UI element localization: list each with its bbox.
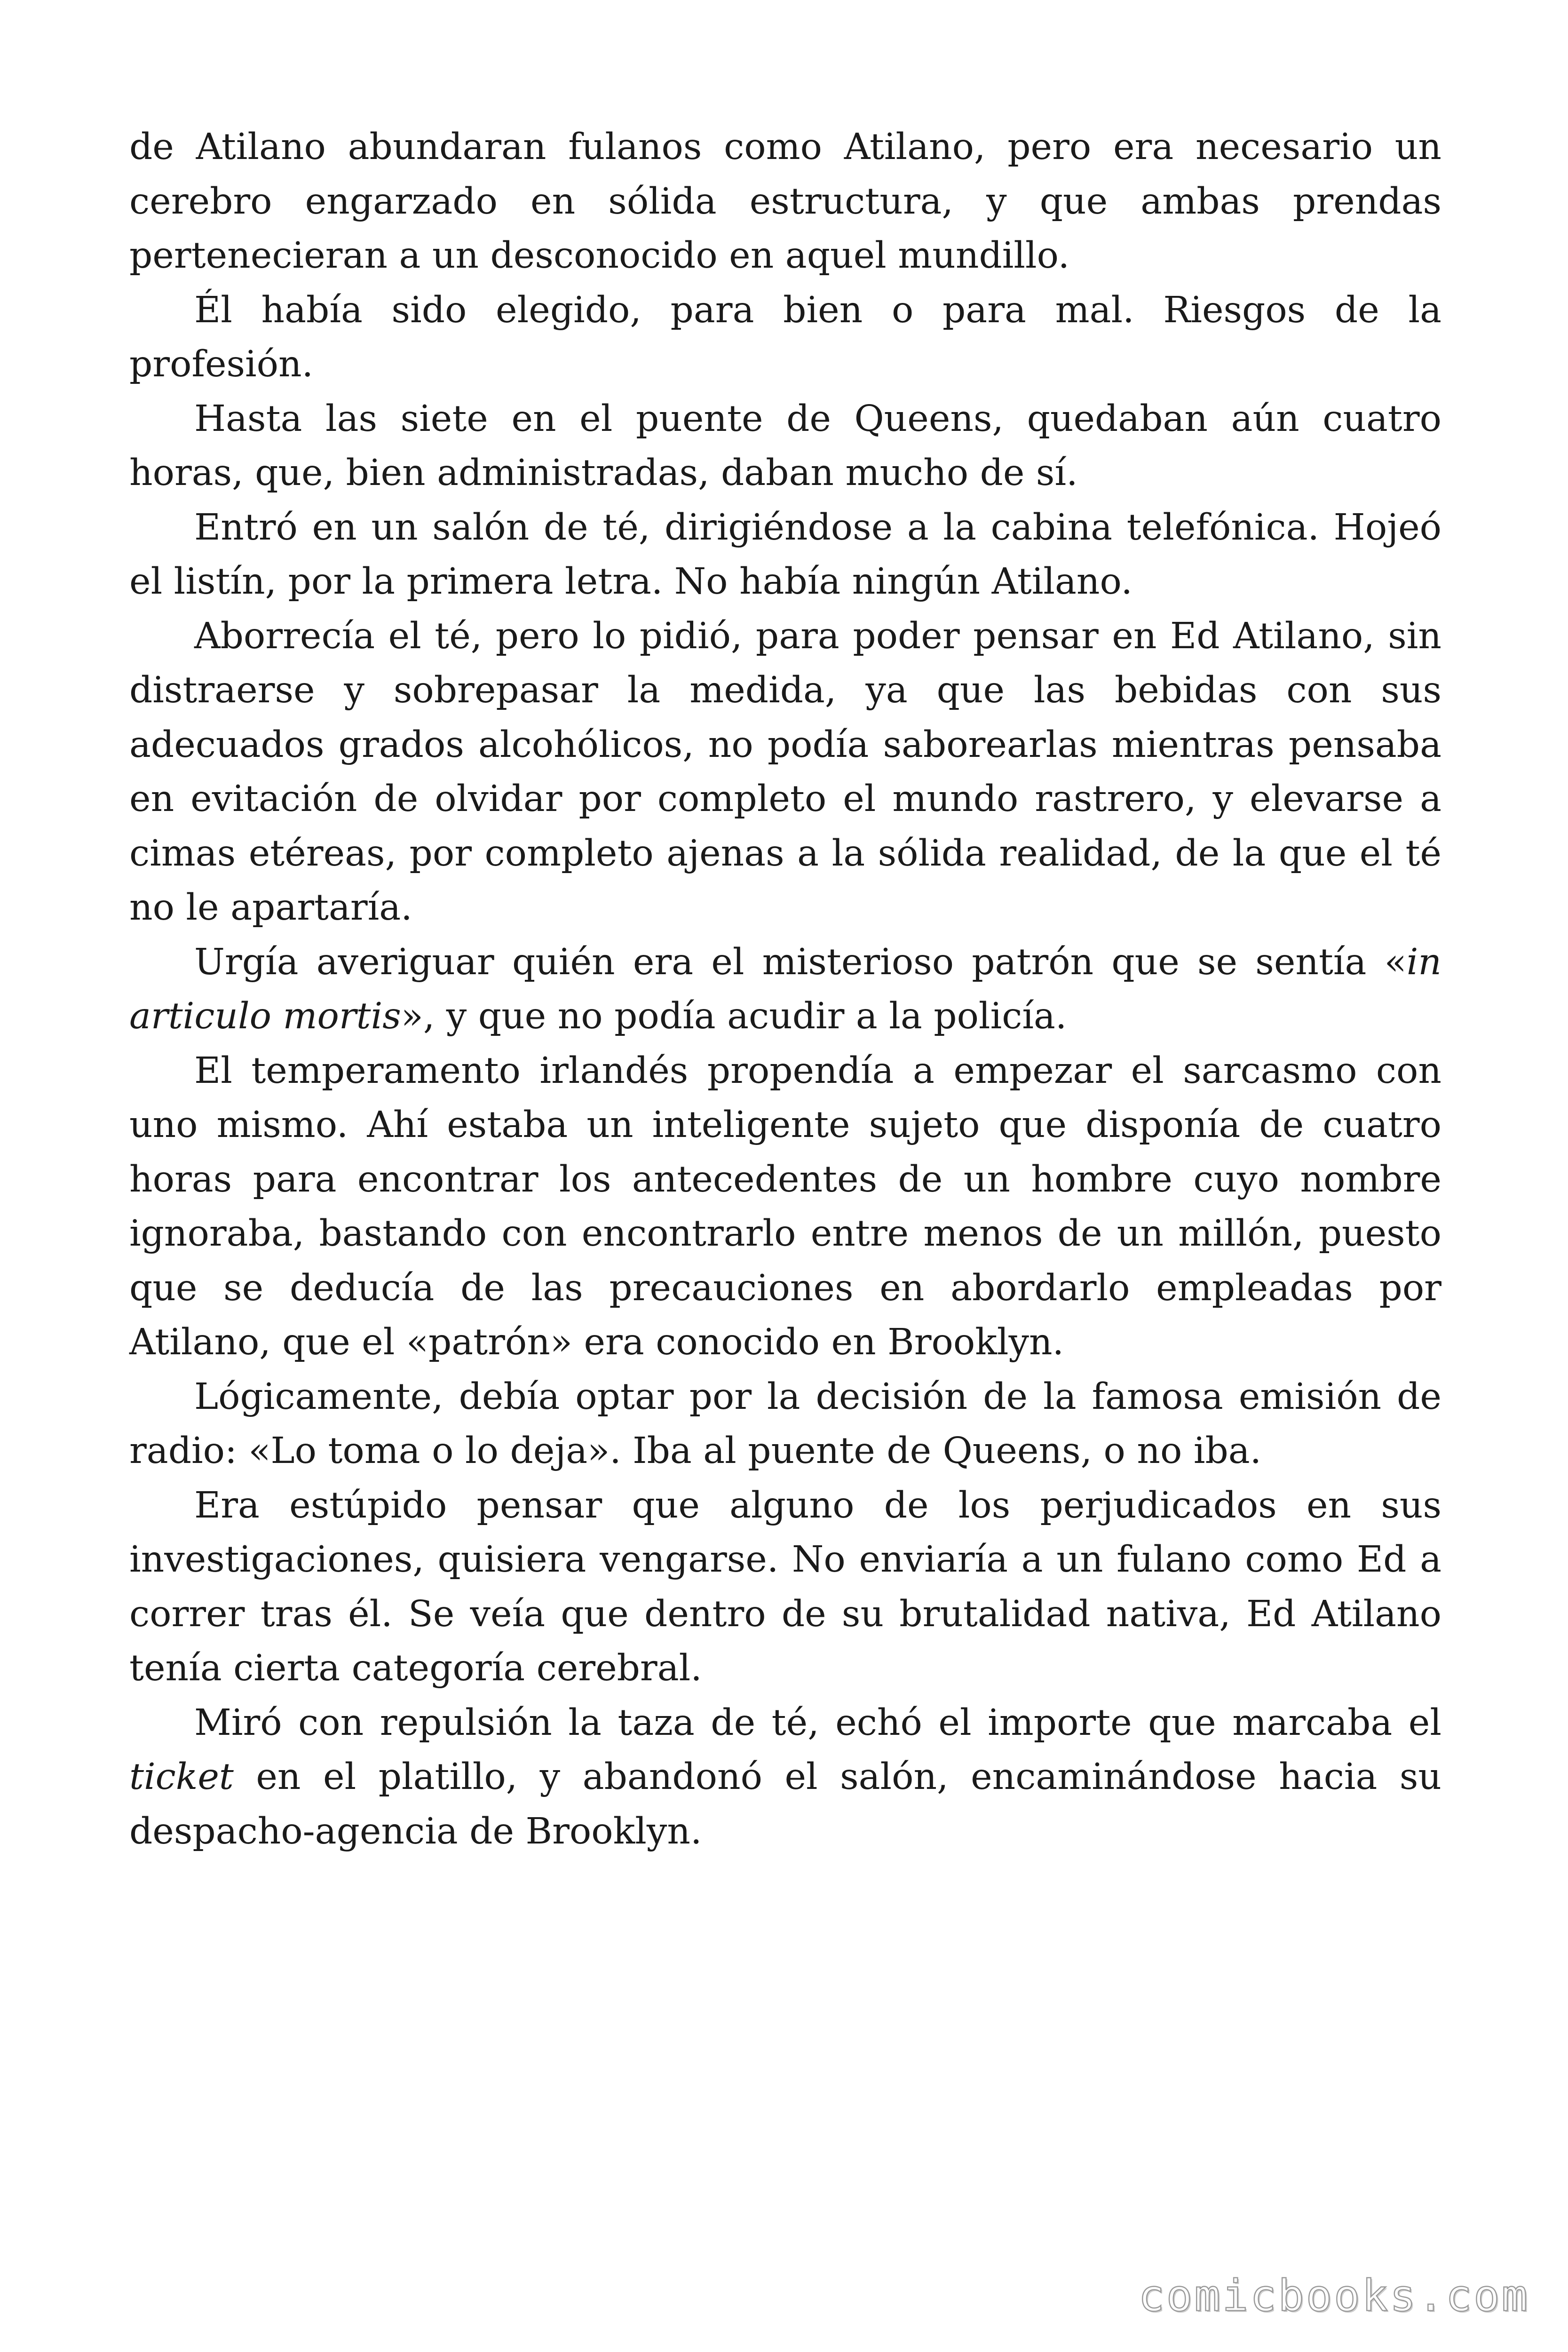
paragraph-text: Miró con repulsión la taza de té, echó el importe que marcaba el <box>194 1701 1441 1744</box>
paragraph <box>129 392 1441 501</box>
paragraph <box>129 501 1441 609</box>
paragraph-text: Él había sido elegido, para bien o para mal. Riesgos de la profesión. <box>129 289 1441 385</box>
paragraph <box>129 1044 1441 1370</box>
paragraph-text: en el platillo, y abandonó el salón, encaminándose hacia su despacho-agencia de Brooklyn. <box>129 1756 1441 1852</box>
paragraph-text: El temperamento irlandés propendía a empezar el sarcasmo con uno mismo. Ahí estaba un inteligente sujeto que disponía de cuatro horas para encontrar los antecedentes de un hombre cuyo nombre ignoraba, bastando con encontrarlo entre menos de un millón, puesto que se deducía de las precauciones en abordarlo empleadas por Atilano, que el «patrón» era conocido en Brooklyn. <box>129 1049 1441 1363</box>
paragraph <box>129 935 1441 1044</box>
italic-phrase: in articulo mortis <box>129 941 1441 1037</box>
page-body <box>129 120 1441 1859</box>
paragraph-text: Hasta las siete en el puente de Queens, quedaban aún cuatro horas, que, bien administradas, daban mucho de sí. <box>129 397 1441 494</box>
paragraph-text: Entró en un salón de té, dirigiéndose a la cabina telefónica. Hojeó el listín, por la primera letra. No había ningún Atilano. <box>129 506 1441 603</box>
paragraph <box>129 609 1441 935</box>
paragraph <box>129 120 1441 283</box>
paragraph-text: », y que no podía acudir a la policía. <box>401 995 1067 1037</box>
paragraph <box>129 1478 1441 1696</box>
paragraph-text: Urgía averiguar quién era el misterioso patrón que se sentía « <box>194 941 1407 983</box>
watermark: comicbooks.com <box>1138 2271 1529 2321</box>
italic-word: ticket <box>129 1756 234 1798</box>
paragraph-text: Aborrecía el té, pero lo pidió, para poder pensar en Ed Atilano, sin distraerse y sobrepasar la medida, ya que las bebidas con sus adecuados grados alcohólicos, no podía saborearlas mientras pensaba en evitación de olvidar por completo el mundo rastrero, y elevarse a cimas etéreas, por completo ajenas a la sólida realidad, de la que el té no le apartaría. <box>129 615 1441 929</box>
paragraph-text: Era estúpido pensar que alguno de los perjudicados en sus investigaciones, quisiera vengarse. No enviaría a un fulano como Ed a correr tras él. Se veía que dentro de su brutalidad nativa, Ed Atilano tenía cierta categoría cerebral. <box>129 1484 1441 1689</box>
paragraph <box>129 283 1441 392</box>
paragraph <box>129 1696 1441 1859</box>
paragraph-text: Lógicamente, debía optar por la decisión de la famosa emisión de radio: «Lo toma o lo deja». Iba al puente de Queens, o no iba. <box>129 1375 1441 1472</box>
paragraph <box>129 1370 1441 1478</box>
paragraph-text: de Atilano abundaran fulanos como Atilano, pero era necesario un cerebro engarzado en sólida estructura, y que ambas prendas pertenecieran a un desconocido en aquel mundillo. <box>129 126 1441 277</box>
